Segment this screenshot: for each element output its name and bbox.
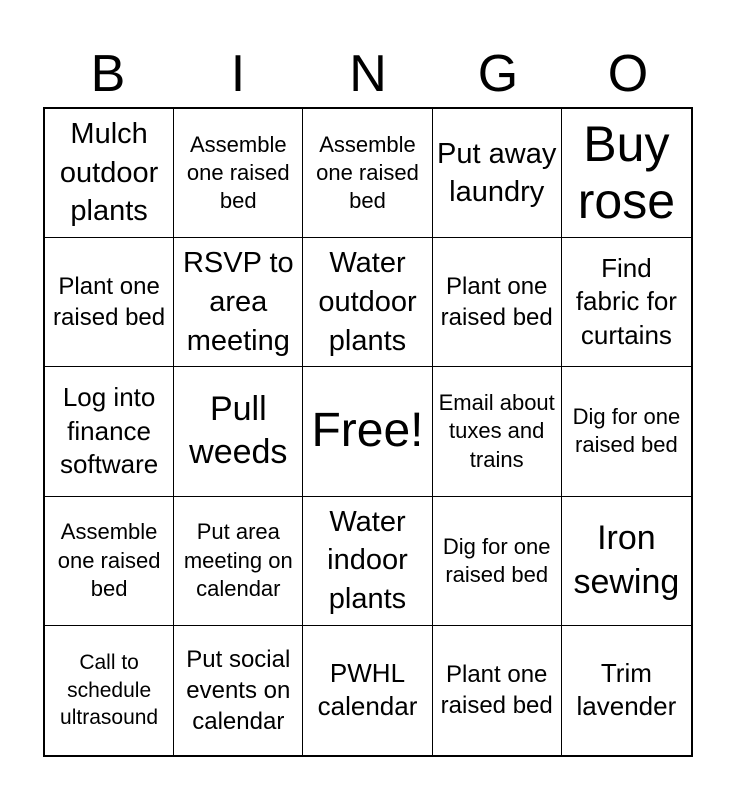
- header-letter-g: G: [477, 45, 519, 103]
- cell-text: Email about tuxes and trains: [438, 390, 555, 472]
- cell-text: Mulch outdoor plants: [59, 118, 159, 228]
- bingo-cell[interactable]: [174, 238, 303, 367]
- bingo-board: [43, 107, 693, 757]
- cell-text: Water outdoor plants: [318, 247, 417, 357]
- cell-text: PWHL calendar: [317, 657, 418, 722]
- cell-text: Free!: [311, 404, 424, 458]
- cell-text: Pull weeds: [189, 389, 288, 472]
- cell-text: Plant one raised bed: [440, 273, 553, 332]
- cell-text: Water indoor plants: [327, 505, 408, 615]
- bingo-header: [43, 40, 693, 108]
- bingo-cell[interactable]: [174, 109, 303, 238]
- cell-text: Assemble one raised bed: [186, 131, 290, 214]
- bingo-cell[interactable]: [174, 626, 303, 755]
- bingo-cell[interactable]: [303, 109, 432, 238]
- cell-text: Put social events on calendar: [186, 645, 291, 735]
- bingo-cell[interactable]: [45, 497, 174, 626]
- bingo-cell[interactable]: [433, 497, 562, 626]
- bingo-cell[interactable]: [433, 626, 562, 755]
- bingo-cell[interactable]: [303, 626, 432, 755]
- bingo-cell[interactable]: [562, 238, 691, 367]
- header-letter-o: O: [607, 45, 649, 103]
- bingo-cell[interactable]: [45, 238, 174, 367]
- bingo-cell-free[interactable]: [303, 367, 432, 496]
- bingo-cell[interactable]: [45, 626, 174, 755]
- cell-text: Plant one raised bed: [53, 273, 166, 332]
- cell-text: Log into finance software: [59, 381, 159, 480]
- cell-text: Buy rose: [577, 115, 676, 230]
- cell-text: Put area meeting on calendar: [183, 519, 293, 601]
- cell-text: Dig for one raised bed: [572, 404, 681, 458]
- cell-text: Plant one raised bed: [440, 661, 553, 720]
- header-letter-n: N: [349, 45, 387, 103]
- bingo-cell[interactable]: [45, 367, 174, 496]
- bingo-cell[interactable]: [433, 109, 562, 238]
- bingo-cell[interactable]: [174, 367, 303, 496]
- bingo-cell[interactable]: [433, 367, 562, 496]
- bingo-cell[interactable]: [562, 367, 691, 496]
- bingo-cell[interactable]: [562, 497, 691, 626]
- bingo-cell[interactable]: [562, 626, 691, 755]
- cell-text: RSVP to area meeting: [182, 247, 294, 357]
- bingo-cell[interactable]: [303, 238, 432, 367]
- cell-text: Dig for one raised bed: [442, 533, 551, 587]
- bingo-cell[interactable]: [562, 109, 691, 238]
- cell-text: Call to schedule ultrasound: [60, 651, 159, 730]
- cell-text: Assemble one raised bed: [316, 131, 419, 214]
- bingo-cell[interactable]: [45, 109, 174, 238]
- cell-text: Put away laundry: [437, 137, 557, 209]
- cell-text: Trim lavender: [576, 657, 677, 722]
- cell-text: Iron sewing: [573, 519, 680, 601]
- bingo-cell[interactable]: [174, 497, 303, 626]
- header-letter-b: B: [90, 45, 126, 103]
- bingo-cell[interactable]: [303, 497, 432, 626]
- bingo-cell[interactable]: [433, 238, 562, 367]
- cell-text: Assemble one raised bed: [57, 519, 161, 601]
- cell-text: Find fabric for curtains: [575, 252, 677, 351]
- header-letter-i: I: [230, 45, 246, 103]
